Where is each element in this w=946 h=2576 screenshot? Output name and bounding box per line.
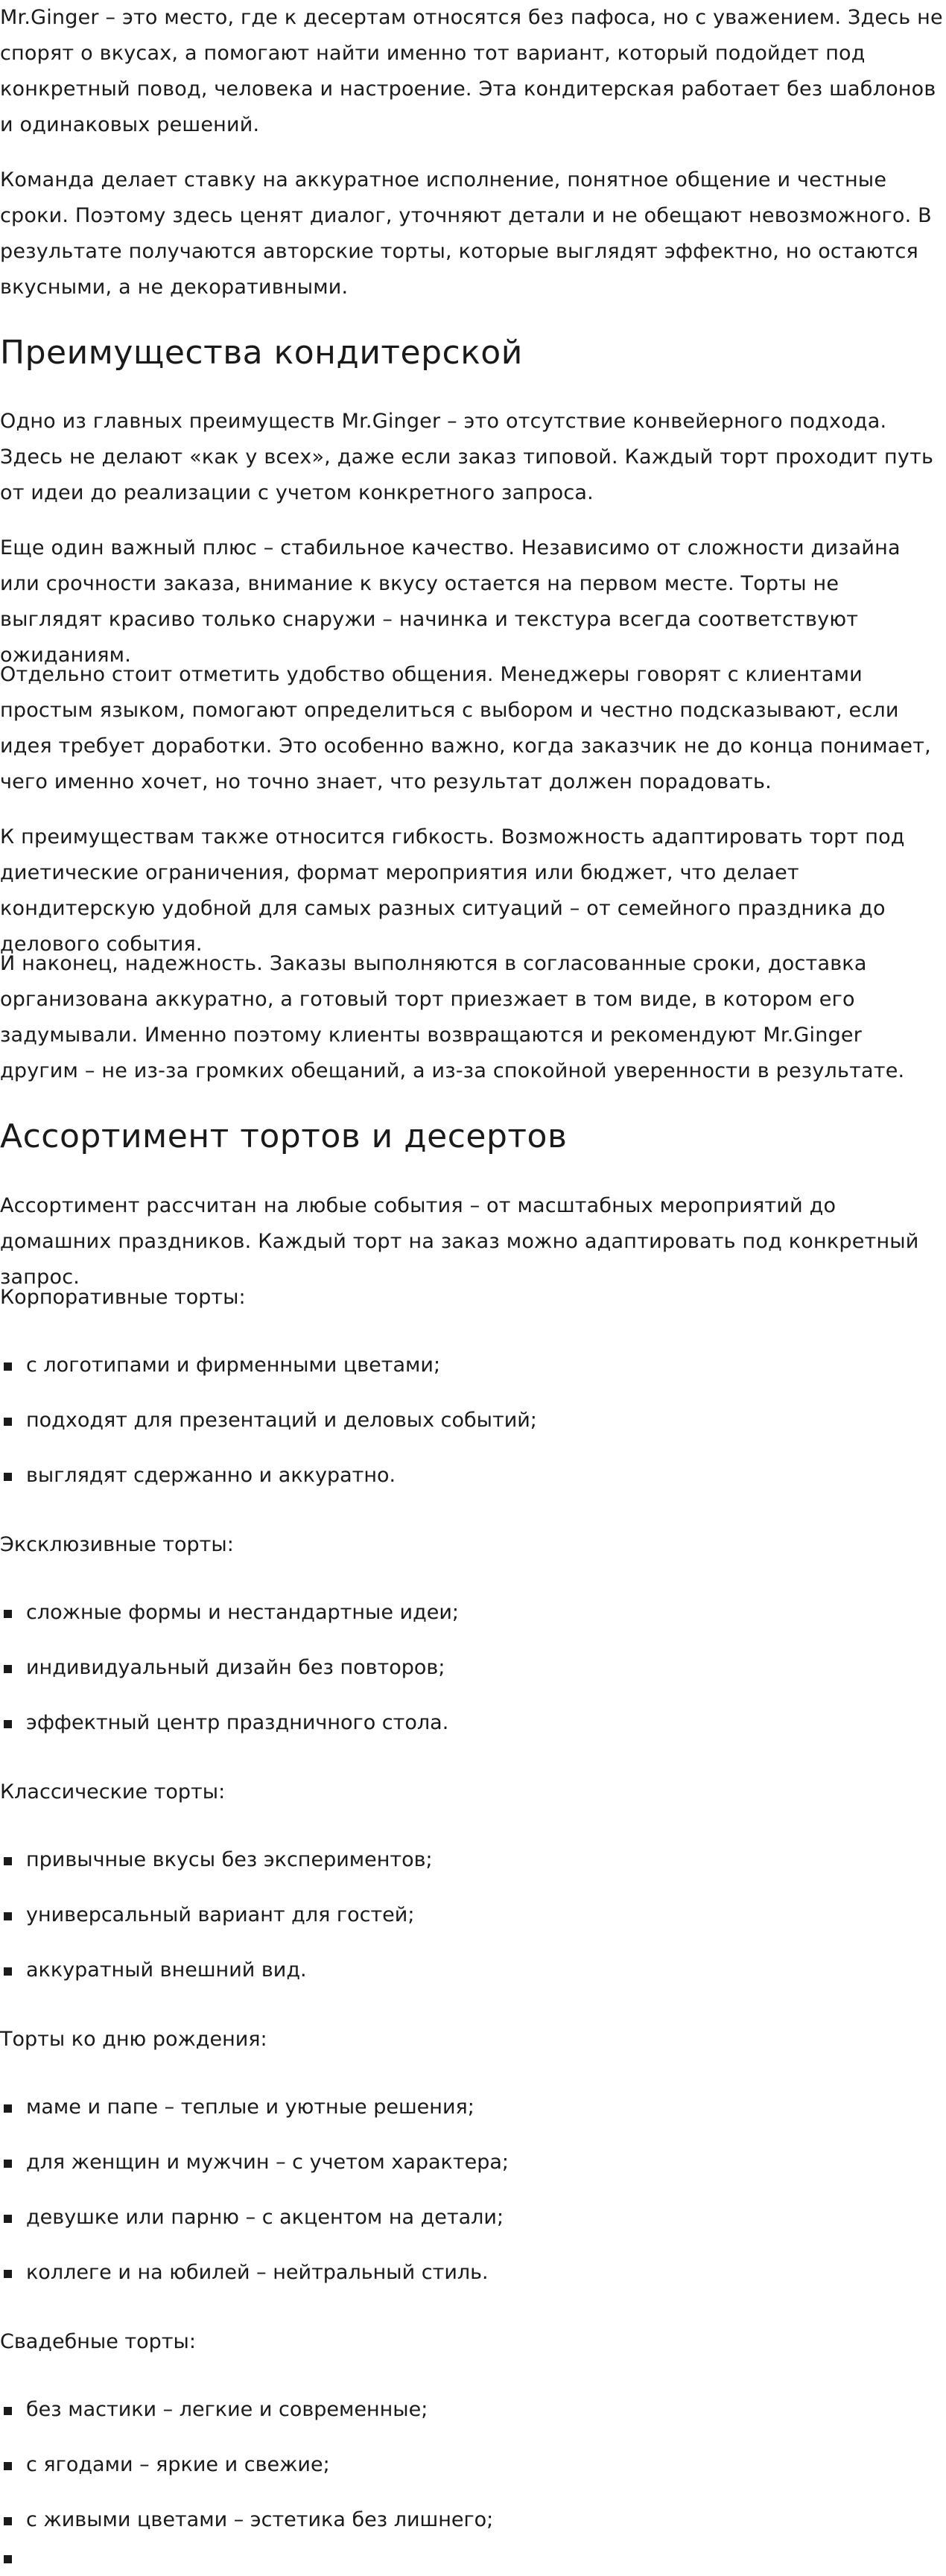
bullet-icon bbox=[4, 1912, 12, 1920]
list-item: маме и папе – теплые и уютные решения; bbox=[0, 2090, 474, 2125]
advantages-paragraph-3: Отдельно стоит отметить удобство общения. Менеджеры говорят с клиентами простым языком, помогают определиться с выбором и честно подсказывают, если идея требует доработки. Это особенно важно, когда заказчик не до конца понимает, чего именно хочет, но точно знает, что результат должен порадовать. bbox=[0, 663, 931, 793]
bullet-icon bbox=[4, 2104, 12, 2113]
list-item: аккуратный внешний вид. bbox=[0, 1952, 307, 1988]
advantages-paragraph-1: Одно из главных преимуществ Mr.Ginger – это отсутствие конвейерного подхода. Здесь не делают «как у всех», даже если заказ типовой. Каждый торт проходит путь от идеи до реализации с учетом конкретного запроса. bbox=[0, 410, 934, 504]
list-item: привычные вкусы без экспериментов; bbox=[0, 1842, 433, 1878]
bullet-icon bbox=[4, 1720, 12, 1728]
bullet-icon bbox=[4, 2215, 12, 2223]
bullet-icon bbox=[4, 1610, 12, 1618]
bullet-icon bbox=[4, 2407, 12, 2415]
bullet-icon bbox=[4, 1967, 12, 1976]
bullet-icon bbox=[4, 1665, 12, 1673]
group-label-exclusive: Эксклюзивные торты: bbox=[0, 1533, 234, 1556]
assortment-heading: Ассортимент тортов и десертов bbox=[0, 1117, 568, 1155]
bullet-icon bbox=[4, 1418, 12, 1426]
group-label-corporate: Корпоративные торты: bbox=[0, 1286, 246, 1309]
group-label-birthday: Торты ко дню рождения: bbox=[0, 2028, 267, 2051]
list-item: коллеге и на юбилей – нейтральный стиль. bbox=[0, 2255, 489, 2291]
bullet-icon bbox=[4, 2270, 12, 2278]
list-item: с ягодами – яркие и свежие; bbox=[0, 2447, 330, 2483]
intro-paragraph-1: Mr.Ginger – это место, где к десертам относятся без пафоса, но с уважением. Здесь не спорят о вкусах, а помогают найти именно тот вариант, который подойдет под конкретный повод, человека и настроение. Эта кондитерская работает без шаблонов и одинаковых решений. bbox=[0, 6, 943, 136]
list-item: с логотипами и фирменными цветами; bbox=[0, 1348, 440, 1383]
assortment-intro: Ассортимент рассчитан на любые события – от масштабных мероприятий до домашних праздников. Каждый торт на заказ можно адаптировать под конкретный запрос. bbox=[0, 1194, 919, 1289]
bullet-icon bbox=[4, 1857, 12, 1865]
group-label-classic: Классические торты: bbox=[0, 1780, 226, 1803]
intro-paragraph-2: Команда делает ставку на аккуратное исполнение, понятное общение и честные сроки. Поэтому здесь ценят диалог, уточняют детали и не обещают невозможного. В результате получаются авторские торты, которые выглядят эффектно, но остаются вкусными, а не декоративными. bbox=[0, 168, 932, 299]
bullet-icon bbox=[4, 2555, 12, 2563]
list-item: индивидуальный дизайн без повторов; bbox=[0, 1650, 445, 1686]
group-label-wedding: Свадебные торты: bbox=[0, 2330, 196, 2353]
bullet-icon bbox=[4, 1362, 12, 1371]
list-item: сложные формы и нестандартные идеи; bbox=[0, 1595, 459, 1631]
list-item: выглядят сдержанно и аккуратно. bbox=[0, 1458, 396, 1494]
bullet-icon bbox=[4, 2462, 12, 2470]
list-item: с живыми цветами – эстетика без лишнего; bbox=[0, 2502, 493, 2538]
bullet-icon bbox=[4, 2160, 12, 2168]
bullet-icon bbox=[4, 1473, 12, 1481]
list-item: универсальный вариант для гостей; bbox=[0, 1897, 414, 1933]
advantages-paragraph-5: И наконец, надежность. Заказы выполняются в согласованные сроки, доставка организована аккуратно, а готовый торт приезжает в том виде, в котором его задумывали. Именно поэтому клиенты возвращаются и рекомендуют Mr.Ginger другим – не из-за громких обещаний, а из-за спокойной уверенности в результате. bbox=[0, 952, 905, 1082]
list-item: без мастики – легкие и современные; bbox=[0, 2392, 428, 2428]
list-item: подходят для презентаций и деловых событий; bbox=[0, 1403, 537, 1438]
list-item: девушке или парню – с акцентом на детали; bbox=[0, 2200, 504, 2236]
bullet-icon bbox=[4, 2517, 12, 2525]
advantages-paragraph-4: К преимуществам также относится гибкость. Возможность адаптировать торт под диетические ограничения, формат мероприятия или бюджет, что делает кондитерскую удобной для самых разных ситуаций – от семейного праздника до делового события. bbox=[0, 825, 905, 956]
list-item: эффектный центр праздничного стола. bbox=[0, 1705, 448, 1741]
advantages-heading: Преимущества кондитерской bbox=[0, 334, 523, 372]
advantages-paragraph-2: Еще один важный плюс – стабильное качество. Независимо от сложности дизайна или срочности заказа, внимание к вкусу остается на первом месте. Торты не выглядят красиво только снаружи – начинка и текстура всегда соответствуют ожиданиям. bbox=[0, 536, 901, 667]
list-item: для женщин и мужчин – с учетом характера; bbox=[0, 2145, 509, 2180]
